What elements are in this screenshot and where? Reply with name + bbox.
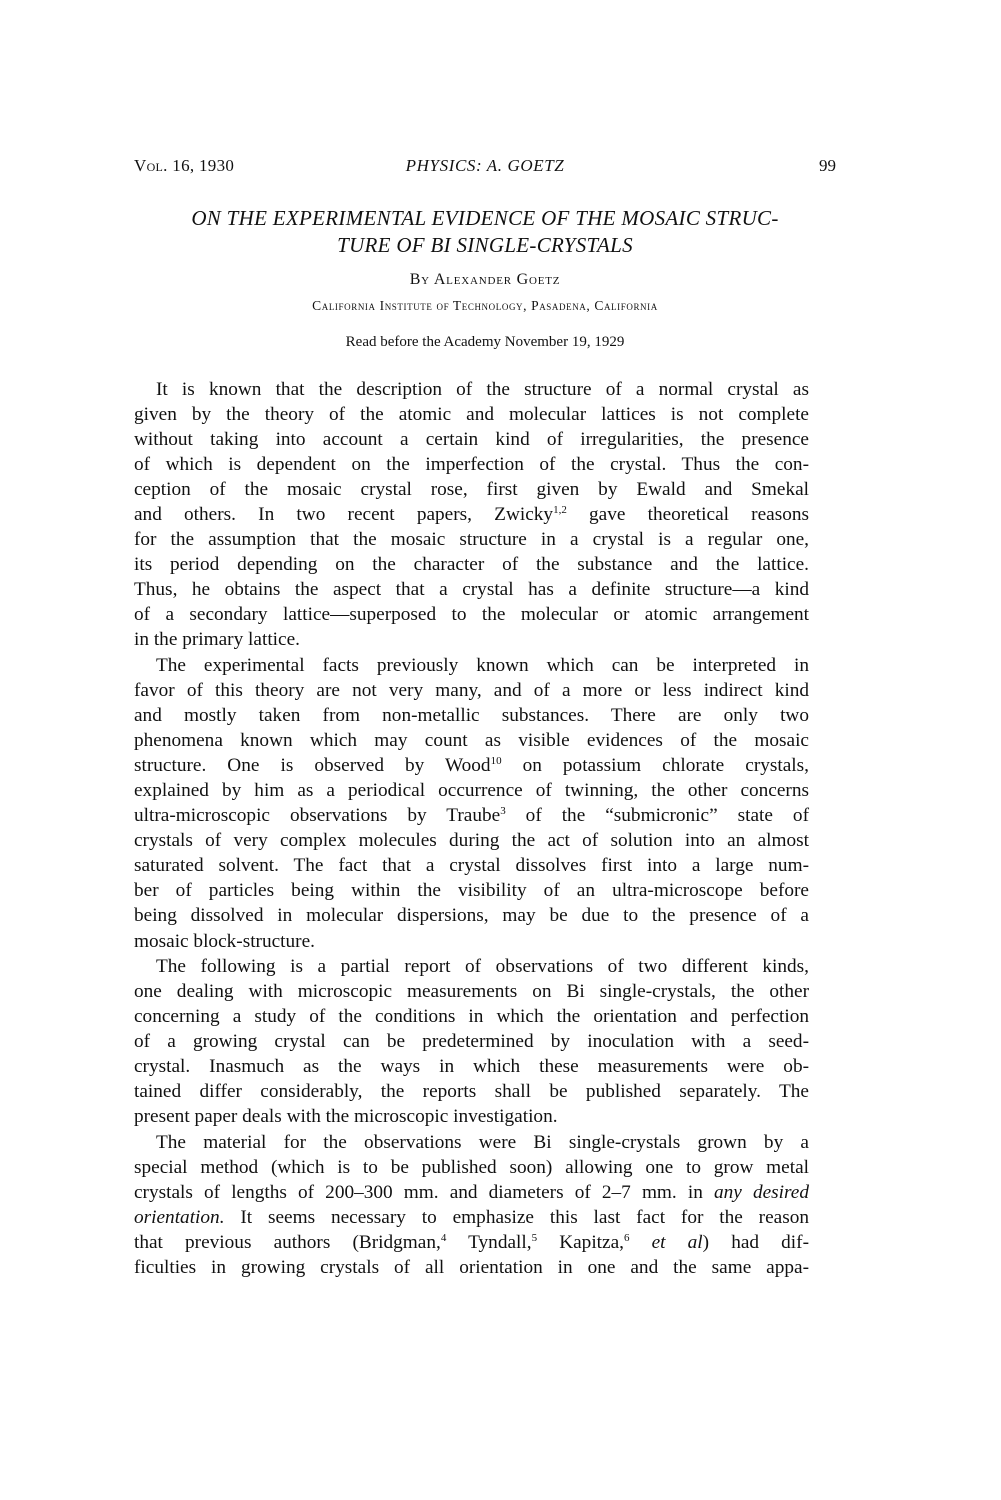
text-line: ficulties in growing crystals of all orientation in one and the same appa- (134, 1257, 809, 1279)
text-line: Thus, he obtains the aspect that a crystal has a definite structure—a kind (134, 579, 809, 601)
paragraph-1 (134, 377, 809, 653)
page-number: 99 (819, 156, 836, 175)
text-segment: Tyndall, (446, 1232, 532, 1254)
text-line: The following is a partial report of observations of two different kinds, (156, 956, 809, 978)
text-line: of a secondary lattice—superposed to the molecular or atomic arrangement (134, 604, 809, 626)
text-segment: ultra-microscopic observations by Traube (134, 805, 501, 827)
text-line (134, 753, 809, 778)
article-title-line-1: ON THE EXPERIMENTAL EVIDENCE OF THE MOSAIC STRUC- (191, 206, 779, 230)
text-segment: structure. One is observed by Wood (134, 755, 491, 777)
text-line (134, 1180, 809, 1205)
text-line: without taking into account a certain kind of irregularities, the presence (134, 429, 809, 451)
text-segment: gave theoretical reasons (566, 504, 809, 526)
text-line (134, 1205, 809, 1230)
article-title (134, 205, 836, 259)
article-title-line-2: TURE OF BI SINGLE-CRYSTALS (337, 233, 633, 257)
text-line: for the assumption that the mosaic structure in a crystal is a regular one, (134, 529, 809, 551)
text-line: special method (which is to be published soon) allowing one to grow metal (134, 1156, 809, 1178)
text-line: favor of this theory are not very many, and of a more or less indirect kind (134, 680, 809, 702)
text-line: The material for the observations were Bi single-crystals grown by a (156, 1131, 809, 1153)
text-line: in the primary lattice. (134, 629, 300, 651)
footnote-ref: 10 (490, 755, 502, 768)
article-body (134, 377, 809, 1280)
text-segment: It seems necessary to emphasize this last fact for the reason (224, 1207, 809, 1229)
text-line (134, 803, 809, 828)
volume-info: Vol. 16, 1930 (134, 156, 235, 175)
text-line: mosaic block-structure. (134, 930, 315, 952)
text-line (134, 502, 809, 527)
emphasis-text: any desired (713, 1182, 809, 1203)
text-segment: of the “submicronic” state of (505, 805, 809, 827)
text-segment: crystals of lengths of 200–300 mm. and diameters of 2–7 mm. in (134, 1182, 714, 1203)
text-line: given by the theory of the atomic and molecular lattices is not complete (134, 404, 809, 426)
text-line: It is known that the description of the structure of a normal crystal as (156, 379, 809, 400)
footnote-ref: 3 (500, 805, 506, 818)
footnote-ref: 4 (440, 1232, 447, 1245)
text-line: phenomena known which may count as visible evidences of the mosaic (134, 730, 809, 752)
text-segment: that previous authors (Bridgman, (134, 1232, 441, 1254)
text-line: and mostly taken from non-metallic substances. There are only two (134, 705, 809, 727)
author-affiliation: California Institute of Technology, Pasadena, California (312, 298, 658, 313)
text-segment: Kapitza, (537, 1232, 624, 1254)
text-line (134, 1230, 809, 1255)
author-byline: By Alexander Goetz (409, 271, 561, 288)
text-line: of which is dependent on the imperfection of the crystal. Thus the con- (134, 454, 809, 476)
text-line: its period depending on the character of the substance and the lattice. (134, 554, 809, 576)
paragraph-2 (134, 653, 809, 954)
text-line: explained by him as a periodical occurrence of twinning, the other concerns (134, 780, 809, 802)
text-line: The experimental facts previously known which can be interpreted in (156, 655, 809, 677)
running-head (134, 156, 836, 180)
text-line: tained differ considerably, the reports shall be published separately. The (134, 1081, 809, 1103)
paragraph-3 (134, 954, 809, 1129)
footnote-ref: 5 (531, 1232, 538, 1245)
text-line: being dissolved in molecular dispersions, may be due to the presence of a (134, 905, 809, 927)
text-line: ber of particles being within the visibility of an ultra-microscope before (134, 880, 809, 902)
text-line: present paper deals with the microscopic investigation. (134, 1106, 558, 1128)
running-head-title: PHYSICS: A. GOETZ (405, 156, 565, 175)
emphasis-text: et al (651, 1232, 703, 1254)
read-before-note: Read before the Academy November 19, 1929 (345, 334, 625, 350)
text-segment: ) had dif- (702, 1232, 810, 1254)
text-line: crystals of very complex molecules during the act of solution into an almost (134, 830, 809, 852)
footnote-ref: 1,2 (553, 504, 567, 517)
text-line: ception of the mosaic crystal rose, first given by Ewald and Smekal (134, 479, 809, 501)
text-line: one dealing with microscopic measurements on Bi single-crystals, the other (134, 981, 809, 1003)
text-line: saturated solvent. The fact that a crystal dissolves first into a large num- (134, 855, 809, 877)
emphasis-text: orientation. (134, 1207, 225, 1229)
text-segment: on potassium chlorate crystals, (501, 755, 809, 777)
footnote-ref: 6 (623, 1232, 630, 1245)
text-line: concerning a study of the conditions in which the orientation and perfection (134, 1006, 809, 1028)
text-segment: and others. In two recent papers, Zwicky (134, 504, 554, 526)
text-line: of a growing crystal can be predetermined by inoculation with a seed- (134, 1031, 809, 1053)
text-line: crystal. Inasmuch as the ways in which these measurements were ob- (134, 1056, 809, 1078)
paragraph-4 (134, 1130, 809, 1280)
